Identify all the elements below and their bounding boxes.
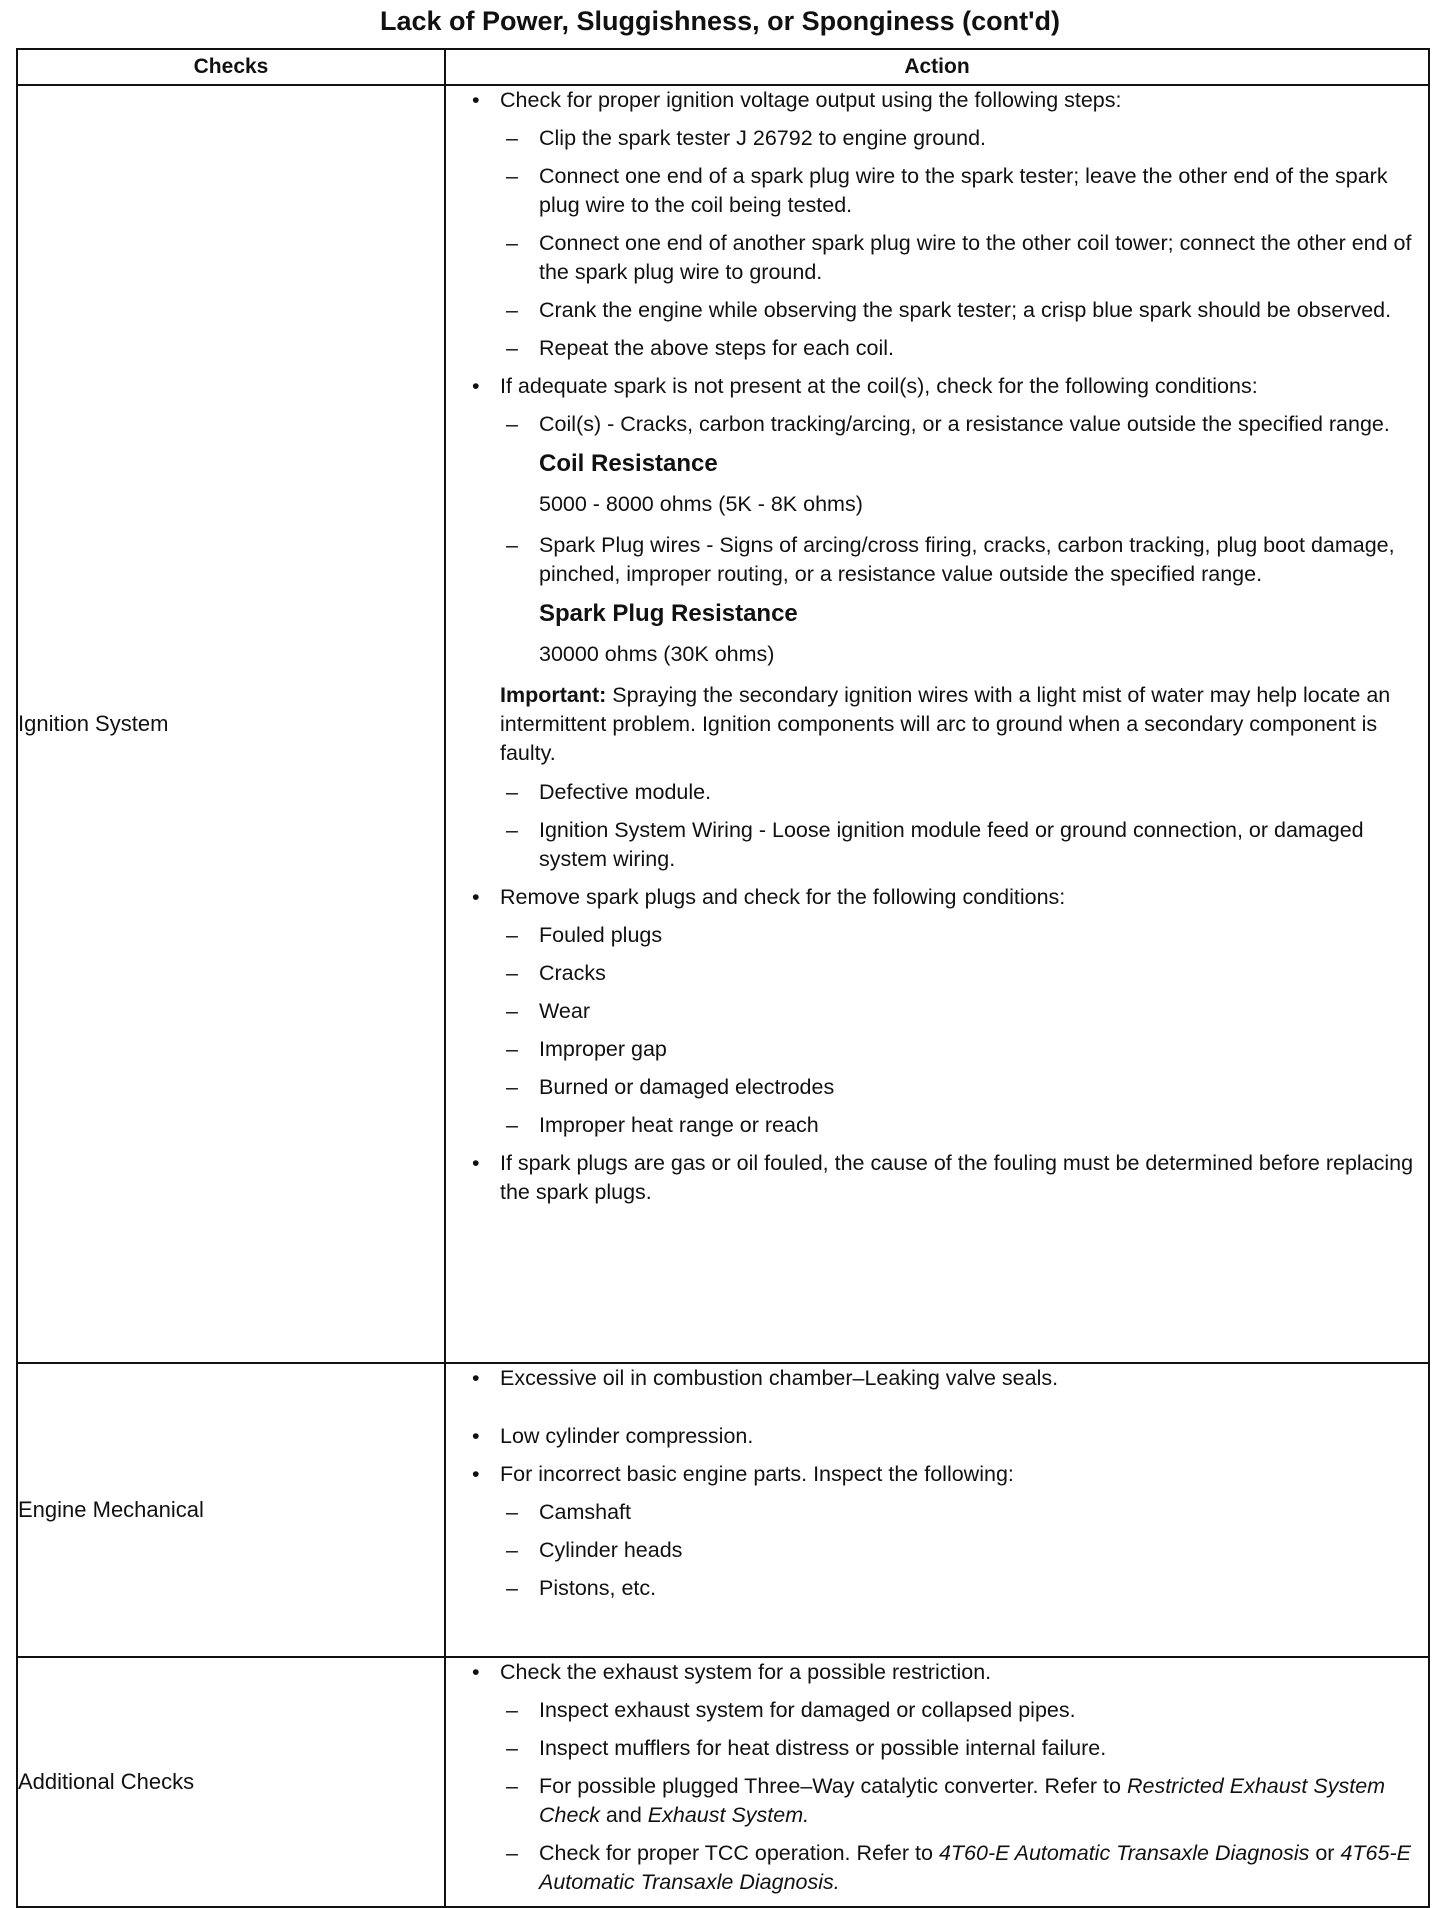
bullet-item: • If adequate spark is not present at the coil(s), check for the following conditions: (472, 374, 1258, 398)
dash-item: – Connect one end of a spark plug wire to the spark tester; leave the other end of the spark plug wire to the coil being tested. (506, 164, 1388, 217)
action-cell (445, 85, 1429, 1363)
bullet-item: • If spark plugs are gas or oil fouled, the cause of the fouling must be determined before replacing the spark plugs. (472, 1151, 1414, 1204)
bullet-item: • Check for proper ignition voltage output using the following steps: (472, 88, 1122, 112)
dash-item: – Camshaft (506, 1500, 632, 1524)
header-action: Action (445, 49, 1429, 85)
header-checks: Checks (17, 49, 445, 85)
dash-item: – Burned or damaged electrodes (506, 1075, 835, 1099)
dash-item: – Inspect mufflers for heat distress or possible internal failure. (506, 1736, 1107, 1760)
dash-item: – Clip the spark tester J 26792 to engine ground. (506, 126, 987, 150)
coil-resistance-value: 5000 - 8000 ohms (5K - 8K ohms) (539, 492, 863, 516)
table-row-engine (17, 1363, 1429, 1657)
plug-resistance-heading: Spark Plug Resistance (539, 600, 798, 627)
table-row-ignition (17, 85, 1429, 1363)
dash-item: – Improper gap (506, 1037, 667, 1061)
dash-item: – Inspect exhaust system for damaged or collapsed pipes. (506, 1698, 1076, 1722)
bullet-item: • Check the exhaust system for a possible restriction. (472, 1660, 992, 1684)
dash-item: – Improper heat range or reach (506, 1113, 819, 1137)
table-row-additional (17, 1657, 1429, 1907)
action-cell (445, 1657, 1429, 1907)
bullet-item: • For incorrect basic engine parts. Inspect the following: (472, 1462, 1014, 1486)
bullet-item: • Excessive oil in combustion chamber–Leaking valve seals. (472, 1366, 1059, 1390)
page-title: Lack of Power, Sluggishness, or Sponginess (cont'd) (379, 6, 1061, 36)
dash-item: – Ignition System Wiring - Loose ignition module feed or ground connection, or damaged system wiring. (506, 818, 1364, 871)
xref-4t65e: 4T65-E Automatic Transaxle Diagnosis. (539, 1841, 1411, 1894)
header-row (17, 49, 1429, 85)
xref-4t60e: 4T60-E Automatic Transaxle Diagnosis (938, 1841, 1310, 1865)
bullet-item: • Remove spark plugs and check for the following conditions: (472, 885, 1066, 909)
dash-item: – Fouled plugs (506, 923, 663, 947)
dash-item: – Coil(s) - Cracks, carbon tracking/arcing, or a resistance value outside the specified range. (506, 412, 1390, 436)
dash-item: – Wear (506, 999, 590, 1023)
dash-item: – Cylinder heads (506, 1538, 683, 1562)
check-cell: Ignition System (17, 85, 445, 1363)
dash-item: – For possible plugged Three–Way catalytic converter. Refer to Restricted Exhaust System Check and Exhaust System. (506, 1774, 1386, 1827)
dash-item: – Pistons, etc. (506, 1576, 657, 1600)
dash-item: – Defective module. (506, 780, 712, 804)
dash-item: – Repeat the above steps for each coil. (506, 336, 894, 360)
diagnosis-table (16, 48, 1430, 1908)
dash-item: – Check for proper TCC operation. Refer to 4T60-E Automatic Transaxle Diagnosis or 4T65-E Automatic Transaxle Diagnosis. (506, 1841, 1411, 1894)
check-cell: Engine Mechanical (17, 1363, 445, 1657)
bullet-item: • Low cylinder compression. (472, 1424, 754, 1448)
important-label: Important: (500, 683, 607, 707)
dash-item: – Spark Plug wires - Signs of arcing/cross firing, cracks, carbon tracking, plug boot damage, pinched, improper routing, or a resistance value outside the specified range. (506, 533, 1395, 586)
coil-resistance-heading: Coil Resistance (539, 450, 718, 477)
xref-exhaust-system: Exhaust System. (647, 1803, 810, 1827)
dash-item: – Crank the engine while observing the spark tester; a crisp blue spark should be observed. (506, 298, 1392, 322)
xref-restricted-exhaust: Restricted Exhaust System Check (539, 1774, 1386, 1827)
important-text: Spraying the secondary ignition wires with a light mist of water may help locate an intermittent problem. Ignition components will arc to ground when a secondary component is faulty. (500, 683, 1391, 765)
check-cell: Additional Checks (17, 1657, 445, 1907)
dash-item: – Cracks (506, 961, 606, 985)
dash-item: – Connect one end of another spark plug wire to the other coil tower; connect the other end of the spark plug wire to ground. (506, 231, 1412, 284)
action-cell (445, 1363, 1429, 1657)
plug-resistance-value: 30000 ohms (30K ohms) (539, 642, 775, 666)
important-note (500, 681, 1428, 768)
